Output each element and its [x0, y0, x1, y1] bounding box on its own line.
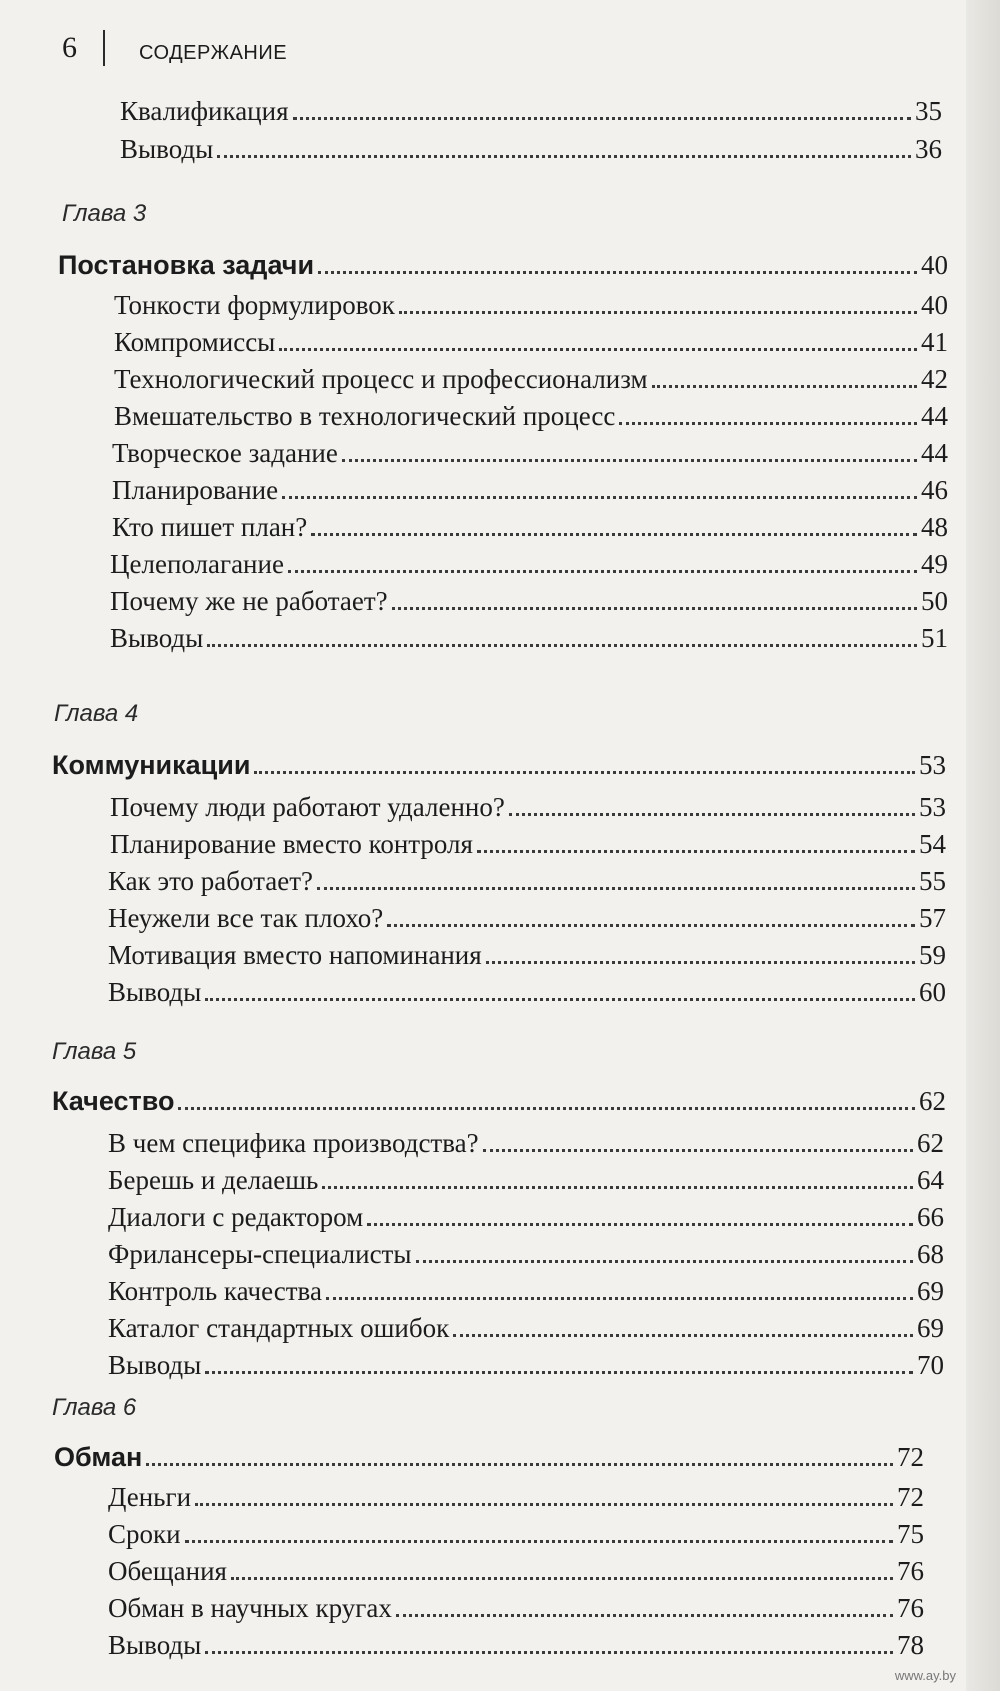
- toc-entry[interactable]: [114, 325, 948, 359]
- toc-entry[interactable]: [114, 288, 948, 322]
- toc-entry-label: В чем специфика производства?: [108, 1128, 479, 1158]
- leader-dots: [318, 271, 917, 274]
- toc-entry-page: 53: [919, 792, 946, 822]
- running-title: СОДЕРЖАНИЕ: [139, 42, 288, 64]
- toc-entry-page: 64: [917, 1165, 944, 1195]
- toc-entry-label: Контроль качества: [108, 1276, 322, 1306]
- leader-dots: [367, 1223, 913, 1226]
- leader-dots: [486, 961, 915, 964]
- toc-entry[interactable]: [110, 790, 946, 824]
- leader-dots: [185, 1540, 893, 1543]
- toc-entry-label: Берешь и делаешь: [108, 1165, 319, 1195]
- toc-entry-page: 70: [917, 1350, 944, 1380]
- section-title: Постановка задачи: [58, 250, 315, 280]
- toc-entry-page: 62: [917, 1128, 944, 1158]
- toc-entry-page: 55: [919, 866, 946, 896]
- page-header: [62, 30, 287, 80]
- leader-dots: [326, 1297, 913, 1300]
- section-title: Качество: [52, 1086, 175, 1116]
- toc-entry-page: 35: [915, 96, 942, 126]
- toc-entry[interactable]: [112, 436, 948, 470]
- toc-entry-label: Каталог стандартных ошибок: [108, 1313, 450, 1343]
- leader-dots: [453, 1334, 913, 1337]
- toc-section-title[interactable]: [58, 248, 948, 282]
- leader-dots: [509, 813, 915, 816]
- toc-entry-label: Деньги: [108, 1482, 192, 1512]
- chapter-label: Глава 6: [52, 1394, 137, 1421]
- toc-entry-label: Обман в научных кругах: [108, 1593, 392, 1623]
- leader-dots: [652, 385, 917, 388]
- toc-entry-label: Тонкости формулировок: [114, 290, 395, 320]
- toc-entry-page: 59: [919, 940, 946, 970]
- toc-entry[interactable]: [108, 1554, 924, 1588]
- leader-dots: [207, 644, 917, 647]
- leader-dots: [483, 1149, 913, 1152]
- toc-entry-label: Выводы: [108, 977, 202, 1007]
- toc-entry-page: 76: [897, 1556, 924, 1586]
- toc-entry-label: Целеполагание: [110, 549, 284, 579]
- leader-dots: [477, 850, 915, 853]
- leader-dots: [392, 607, 917, 610]
- toc-entry-label: Выводы: [110, 623, 204, 653]
- section-page: 72: [897, 1442, 924, 1472]
- toc-entry-page: 57: [919, 903, 946, 933]
- toc-entry-page: 36: [915, 134, 942, 164]
- toc-entry-page: 78: [897, 1630, 924, 1660]
- section-title: Обман: [54, 1442, 143, 1472]
- toc-entry-page: 69: [917, 1313, 944, 1343]
- toc-entry-page: 54: [919, 829, 946, 859]
- toc-entry-label: Фрилансеры-специалисты: [108, 1239, 412, 1269]
- toc-entry-page: 69: [917, 1276, 944, 1306]
- chapter-label: Глава 5: [52, 1038, 137, 1065]
- toc-entry-label: Выводы: [108, 1350, 202, 1380]
- chapter-label: Глава 4: [54, 700, 139, 727]
- toc-entry[interactable]: [108, 1274, 944, 1308]
- toc-entry-page: 48: [921, 512, 948, 542]
- chapter-label: Глава 3: [62, 200, 147, 227]
- toc-section-title[interactable]: [54, 1440, 924, 1474]
- toc-entry[interactable]: [108, 1237, 944, 1271]
- section-page: 53: [919, 750, 946, 780]
- toc-section-title[interactable]: [52, 748, 946, 782]
- leader-dots: [416, 1260, 914, 1263]
- leader-dots: [217, 155, 911, 158]
- leader-dots: [254, 771, 915, 774]
- toc-entry[interactable]: [110, 621, 948, 655]
- leader-dots: [195, 1503, 893, 1506]
- leader-dots: [231, 1577, 893, 1580]
- toc-entry-page: 72: [897, 1482, 924, 1512]
- watermark: www.ay.by: [894, 1668, 956, 1683]
- toc-entry[interactable]: [112, 510, 948, 544]
- toc-entry[interactable]: [108, 864, 946, 898]
- toc-entry-label: Диалоги с редактором: [108, 1202, 364, 1232]
- toc-entry-page: 68: [917, 1239, 944, 1269]
- leader-dots: [311, 533, 917, 536]
- leader-dots: [205, 1651, 893, 1654]
- leader-dots: [288, 570, 917, 573]
- leader-dots: [322, 1186, 913, 1189]
- toc-entry-label: Планирование: [112, 475, 279, 505]
- toc-entry[interactable]: [120, 132, 942, 166]
- toc-entry-page: 75: [897, 1519, 924, 1549]
- toc-entry-label: Вмешательство в технологический процесс: [114, 401, 616, 431]
- toc-entry-label: Творческое задание: [112, 438, 338, 468]
- toc-entry[interactable]: [108, 1200, 944, 1234]
- toc-entry-page: 40: [921, 290, 948, 320]
- leader-dots: [396, 1614, 893, 1617]
- section-title: Коммуникации: [52, 750, 251, 780]
- toc-entry-label: Как это работает?: [108, 866, 314, 896]
- leader-dots: [342, 459, 917, 462]
- toc-entry-page: 41: [921, 327, 948, 357]
- toc-entry-label: Обещания: [108, 1556, 227, 1586]
- toc-entry-label: Почему люди работают удаленно?: [110, 792, 505, 822]
- toc-entry[interactable]: [114, 399, 948, 433]
- toc-entry-label: Почему же не работает?: [110, 586, 388, 616]
- page-number: 6: [62, 30, 105, 66]
- toc-entry-page: 44: [921, 438, 948, 468]
- toc-entry[interactable]: [110, 827, 946, 861]
- toc-entry[interactable]: [108, 975, 946, 1009]
- leader-dots: [279, 348, 917, 351]
- section-page: 40: [921, 250, 948, 280]
- toc-entry[interactable]: [108, 1591, 924, 1625]
- toc-entry-page: 49: [921, 549, 948, 579]
- toc-entry-page: 44: [921, 401, 948, 431]
- toc-entry-page: 66: [917, 1202, 944, 1232]
- page-edge: [966, 0, 1000, 1691]
- toc-entry-label: Мотивация вместо напоминания: [108, 940, 482, 970]
- section-page: 62: [919, 1086, 946, 1116]
- leader-dots: [205, 998, 915, 1001]
- toc-entry-label: Компромиссы: [114, 327, 276, 357]
- toc-entry-label: Выводы: [108, 1630, 202, 1660]
- toc-entry[interactable]: [110, 584, 948, 618]
- toc-entry-label: Квалификация: [120, 96, 289, 126]
- toc-entry-label: Неужели все так плохо?: [108, 903, 384, 933]
- toc-entry-page: 76: [897, 1593, 924, 1623]
- toc-entry-page: 46: [921, 475, 948, 505]
- toc-entry[interactable]: [108, 1163, 944, 1197]
- toc-entry[interactable]: [108, 901, 946, 935]
- toc-entry-label: Планирование вместо контроля: [110, 829, 473, 859]
- leader-dots: [619, 422, 917, 425]
- toc-entry[interactable]: [120, 94, 942, 128]
- toc-entry-page: 60: [919, 977, 946, 1007]
- toc-entry-page: 51: [921, 623, 948, 653]
- leader-dots: [387, 924, 915, 927]
- toc-entry[interactable]: [108, 1628, 924, 1662]
- leader-dots: [317, 887, 915, 890]
- toc-entry[interactable]: [112, 473, 948, 507]
- leader-dots: [205, 1371, 913, 1374]
- toc-entry-label: Кто пишет план?: [112, 512, 308, 542]
- toc-entry[interactable]: [110, 547, 948, 581]
- toc-entry-label: Выводы: [120, 134, 214, 164]
- toc-entry[interactable]: [114, 362, 948, 396]
- leader-dots: [293, 117, 912, 120]
- toc-section-title[interactable]: [52, 1084, 946, 1118]
- toc-entry-label: Сроки: [108, 1519, 181, 1549]
- leader-dots: [282, 496, 917, 499]
- toc-entry-page: 50: [921, 586, 948, 616]
- leader-dots: [399, 311, 917, 314]
- toc-entry[interactable]: [108, 1517, 924, 1551]
- toc-entry[interactable]: [108, 1348, 944, 1382]
- leader-dots: [146, 1463, 893, 1466]
- leader-dots: [178, 1107, 915, 1110]
- toc-entry-page: 42: [921, 364, 948, 394]
- toc-entry[interactable]: [108, 938, 946, 972]
- toc-entry[interactable]: [108, 1126, 944, 1160]
- toc-entry-label: Технологический процесс и профессионализм: [114, 364, 648, 394]
- toc-entry[interactable]: [108, 1480, 924, 1514]
- toc-entry[interactable]: [108, 1311, 944, 1345]
